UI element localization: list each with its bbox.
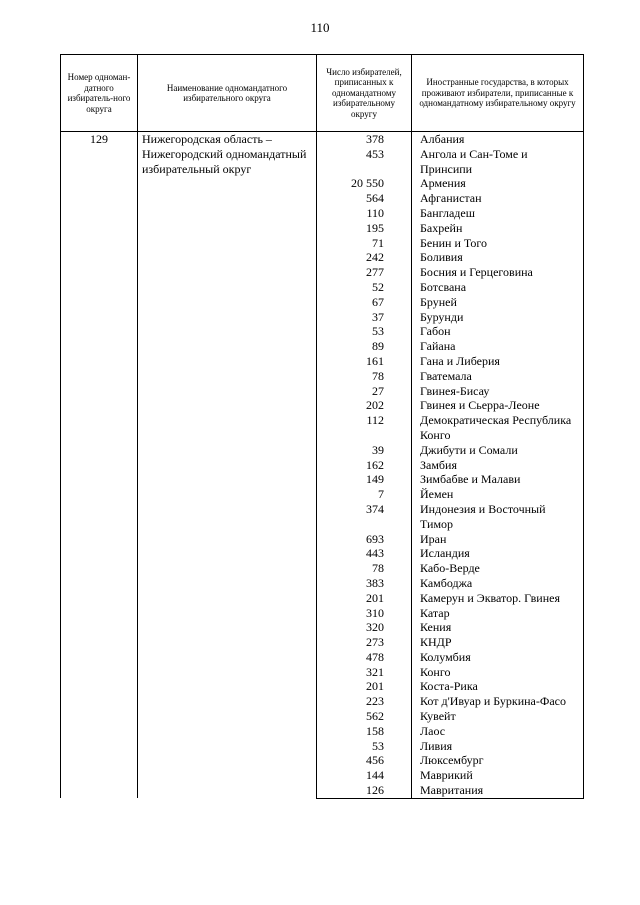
country-name: Кот д'Ивуар и Буркина-Фасо [412, 694, 584, 709]
country-name: Боливия [412, 250, 584, 265]
header-name: Наименование одномандатного избирательного округа [138, 55, 317, 132]
country-name: Ботсвана [412, 280, 584, 295]
voters-count: 310 [317, 606, 412, 621]
voters-count: 161 [317, 354, 412, 369]
voters-count: 27 [317, 384, 412, 399]
district-table [60, 54, 584, 799]
district-name: Нижегородская область – Нижегородский одномандатный избирательный округ [138, 132, 317, 799]
country-name: Люксембург [412, 753, 584, 768]
voters-count: 39 [317, 443, 412, 458]
voters-count: 693 [317, 532, 412, 547]
country-name: Катар [412, 606, 584, 621]
voters-count: 564 [317, 191, 412, 206]
voters-count: 562 [317, 709, 412, 724]
country-name: Босния и Герцеговина [412, 265, 584, 280]
voters-count: 273 [317, 635, 412, 650]
country-name: Гайана [412, 339, 584, 354]
voters-count: 202 [317, 398, 412, 413]
country-name: Коста-Рика [412, 679, 584, 694]
country-name: Зимбабве и Малави [412, 472, 584, 487]
country-name: Замбия [412, 458, 584, 473]
voters-count: 383 [317, 576, 412, 591]
voters-count: 201 [317, 591, 412, 606]
country-name: Кабо-Верде [412, 561, 584, 576]
header-voters: Число избирателей, приписанных к одномандатному избирательному округу [317, 55, 412, 132]
country-name: Джибути и Сомали [412, 443, 584, 458]
voters-count: 71 [317, 236, 412, 251]
country-name: Кения [412, 620, 584, 635]
country-name: Гвинея и Сьерра-Леоне [412, 398, 584, 413]
voters-count: 158 [317, 724, 412, 739]
voters-count: 7 [317, 487, 412, 502]
country-name: Бруней [412, 295, 584, 310]
voters-count: 37 [317, 310, 412, 325]
voters-count: 456 [317, 753, 412, 768]
voters-count: 67 [317, 295, 412, 310]
voters-count: 89 [317, 339, 412, 354]
voters-count: 453 [317, 147, 412, 177]
country-name: Бангладеш [412, 206, 584, 221]
country-name: Бахрейн [412, 221, 584, 236]
country-name: Ливия [412, 739, 584, 754]
header-number: Номер одноман-датного избиратель-ного округа [61, 55, 138, 132]
country-name: Колумбия [412, 650, 584, 665]
voters-count: 110 [317, 206, 412, 221]
voters-count: 443 [317, 546, 412, 561]
country-name: Лаос [412, 724, 584, 739]
voters-count: 374 [317, 502, 412, 532]
country-name: Йемен [412, 487, 584, 502]
voters-count: 126 [317, 783, 412, 798]
voters-count: 52 [317, 280, 412, 295]
country-name: Камбоджа [412, 576, 584, 591]
country-name: Афганистан [412, 191, 584, 206]
country-name: Камерун и Экватор. Гвинея [412, 591, 584, 606]
country-name: Маврикий [412, 768, 584, 783]
country-name: Конго [412, 665, 584, 680]
voters-count: 320 [317, 620, 412, 635]
voters-count: 53 [317, 324, 412, 339]
country-name: Армения [412, 176, 584, 191]
country-name: Албания [412, 132, 584, 147]
district-number: 129 [61, 132, 138, 799]
table-row [61, 132, 584, 147]
header-countries: Иностранные государства, в которых проживают избиратели, приписанные к одномандатному избирательному округу [412, 55, 584, 132]
country-name: Бенин и Того [412, 236, 584, 251]
country-name: Кувейт [412, 709, 584, 724]
voters-count: 20 550 [317, 176, 412, 191]
country-name: Мавритания [412, 783, 584, 798]
country-name: Ангола и Сан-Томе и Принсипи [412, 147, 584, 177]
country-name: Исландия [412, 546, 584, 561]
country-name: Гвинея-Бисау [412, 384, 584, 399]
voters-count: 53 [317, 739, 412, 754]
voters-count: 162 [317, 458, 412, 473]
country-name: Демократическая Республика Конго [412, 413, 584, 443]
voters-count: 144 [317, 768, 412, 783]
voters-count: 112 [317, 413, 412, 443]
voters-count: 78 [317, 369, 412, 384]
country-name: Гватемала [412, 369, 584, 384]
country-name: Бурунди [412, 310, 584, 325]
page-number: 110 [310, 20, 330, 35]
voters-count: 321 [317, 665, 412, 680]
table-header-row [61, 55, 584, 132]
country-name: Индонезия и Восточный Тимор [412, 502, 584, 532]
voters-count: 201 [317, 679, 412, 694]
country-name: Габон [412, 324, 584, 339]
voters-count: 195 [317, 221, 412, 236]
country-name: Иран [412, 532, 584, 547]
voters-count: 223 [317, 694, 412, 709]
country-name: Гана и Либерия [412, 354, 584, 369]
voters-count: 149 [317, 472, 412, 487]
country-name: КНДР [412, 635, 584, 650]
voters-count: 277 [317, 265, 412, 280]
voters-count: 78 [317, 561, 412, 576]
voters-count: 478 [317, 650, 412, 665]
voters-count: 378 [317, 132, 412, 147]
voters-count: 242 [317, 250, 412, 265]
